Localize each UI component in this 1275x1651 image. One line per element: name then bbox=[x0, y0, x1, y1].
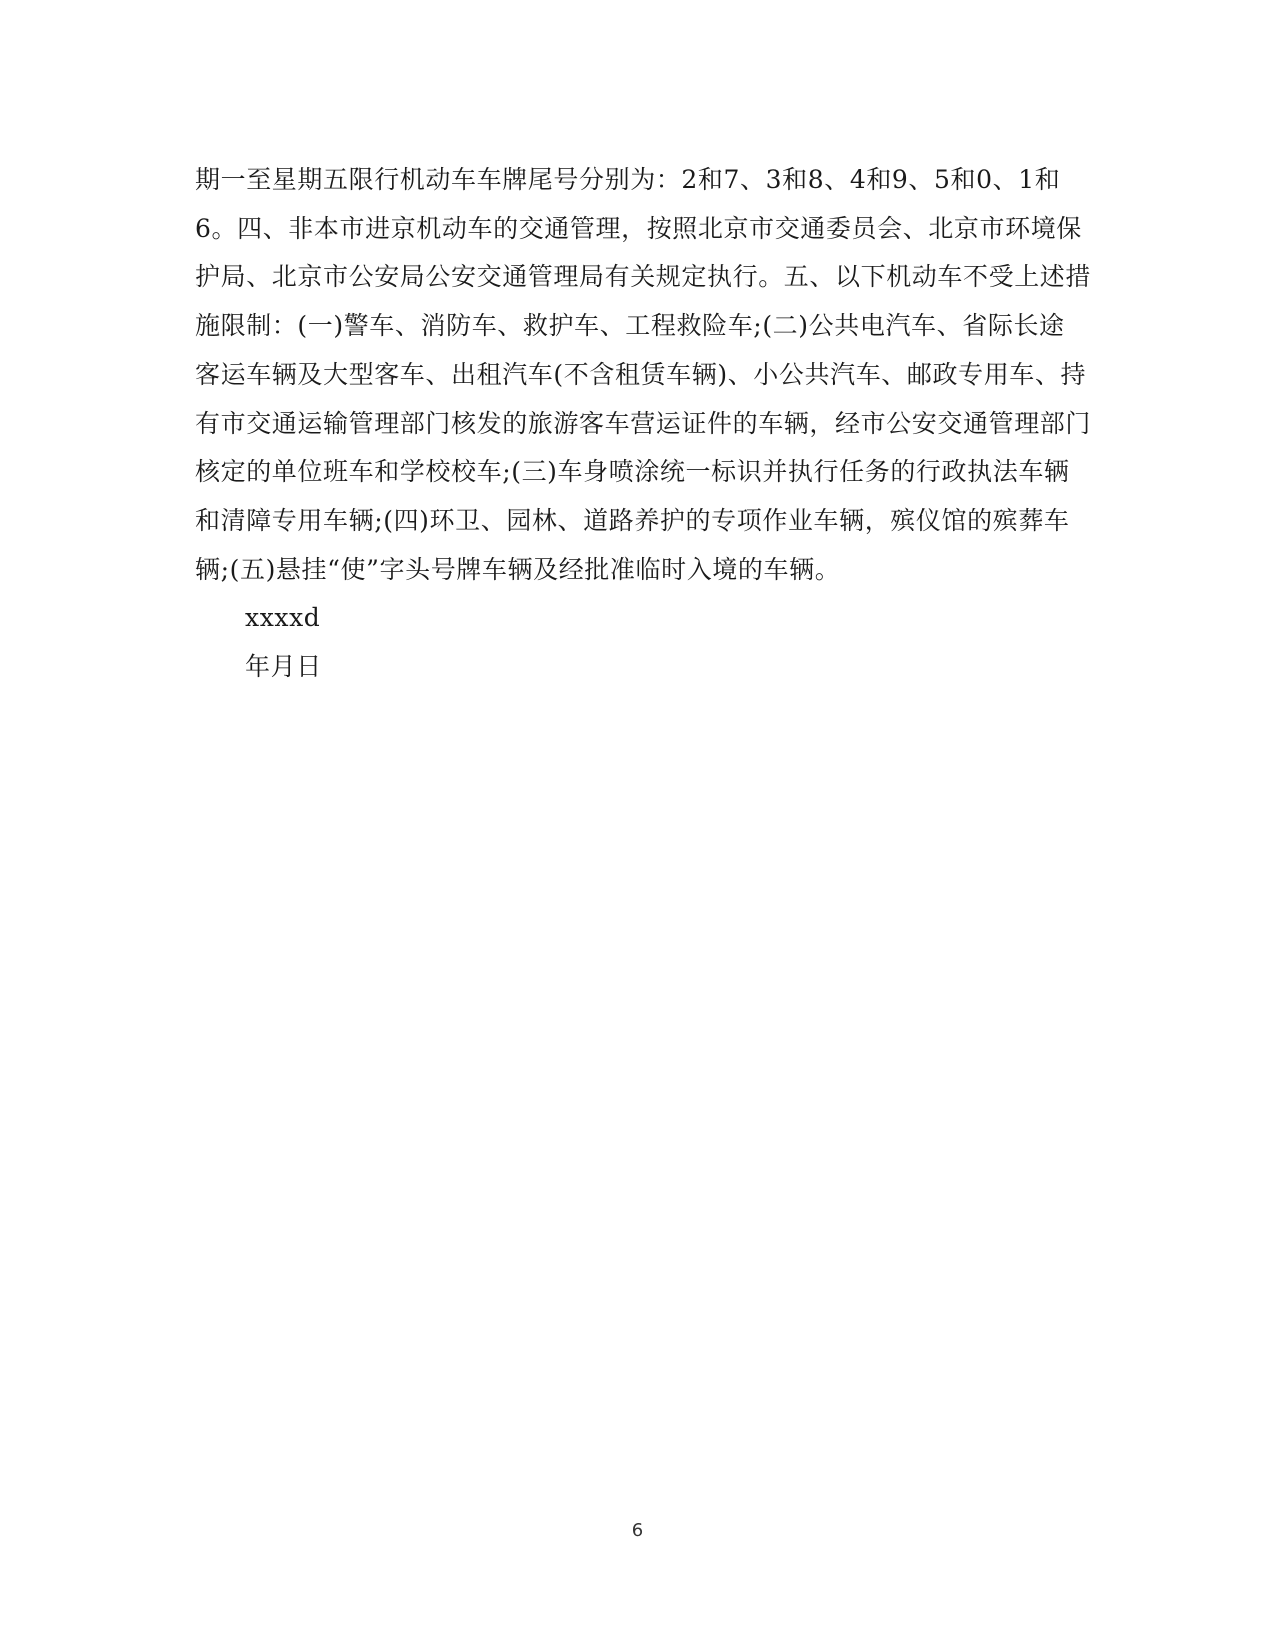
body-line: 有市交通运输管理部门核发的旅游客车营运证件的车辆，经市公安交通管理部门 bbox=[195, 408, 1092, 438]
body-line: 核定的单位班车和学校校车;(三)车身喷涂统一标识并执行任务的行政执法车辆 bbox=[195, 457, 1070, 487]
page-number: 6 bbox=[631, 1520, 644, 1541]
body-line: 期一至星期五限行机动车车牌尾号分别为：2和7、3和8、4和9、5和0、1和 bbox=[195, 165, 1061, 194]
signature: xxxxd bbox=[245, 603, 321, 633]
body-line: 6。四、非本市进京机动车的交通管理，按照北京市交通委员会、北京市环境保 bbox=[195, 213, 1082, 243]
body-text bbox=[195, 156, 1092, 692]
body-line: 施限制：(一)警车、消防车、救护车、工程救险车;(二)公共电汽车、省际长途 bbox=[195, 311, 1065, 341]
body-line: 护局、北京市公安局公安交通管理局有关规定执行。五、以下机动车不受上述措 bbox=[195, 262, 1092, 292]
date-line: 年月日 bbox=[245, 652, 322, 682]
body-line: 客运车辆及大型客车、出租汽车(不含租赁车辆)、小公共汽车、邮政专用车、持 bbox=[195, 359, 1087, 389]
body-line: 辆;(五)悬挂“使”字头号牌车辆及经批准临时入境的车辆。 bbox=[195, 554, 841, 584]
body-line: 和清障专用车辆;(四)环卫、园林、道路养护的专项作业车辆，殡仪馆的殡葬车 bbox=[195, 505, 1070, 535]
